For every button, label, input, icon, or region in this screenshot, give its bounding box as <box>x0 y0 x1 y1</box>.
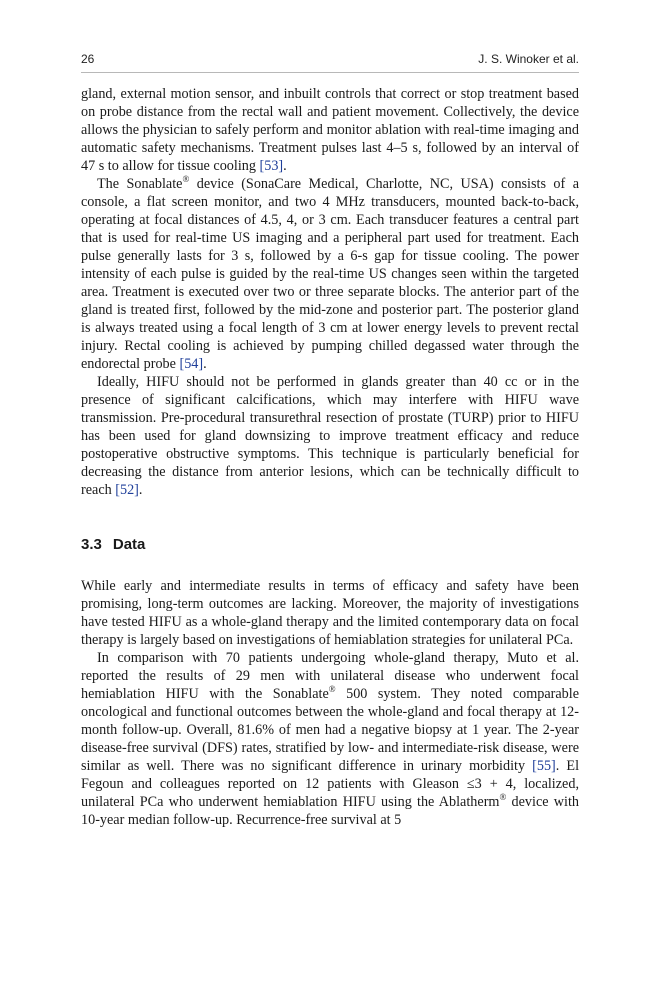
text: . El Fegoun and colleagues reported on 12 patients with Gleason ≤3 + 4, localized, unilateral PCa who underwent hemiablation HIFU using the Ablatherm <box>81 758 580 810</box>
paragraph-outcomes <box>81 577 579 649</box>
text: . <box>283 158 287 174</box>
text: gland, external motion sensor, and inbuilt controls that correct or stop treatment based on probe distance from the rectal wall and patient movement. Collectively, the device allows the physician to safely perform and monitor ablation with real-time imaging and automatic safety mechanisms. Treatment pulses last 4–5 s, followed by an interval of 47 s to allow for tissue cooling <box>81 86 579 174</box>
page-number: 26 <box>81 52 95 66</box>
text: While early and intermediate results in terms of efficacy and safety have been promising, long-term outcomes are lacking. Moreover, the majority of investigations have tested HIFU as a whole-gland therapy and the limited contemporary data on focal therapy is largely based on investigations of hemiablation strategies for unilateral PCa. <box>81 578 579 648</box>
citation-link[interactable]: [53] <box>259 158 284 174</box>
registered-mark: ® <box>182 174 190 184</box>
paragraph-gland-size <box>81 373 579 499</box>
text: In comparison with 70 patients undergoing whole-gland therapy, Muto et al. reported the results of 29 men with unilateral disease who underwent focal hemiablation HIFU with the Sonablate <box>81 650 579 702</box>
citation-link[interactable]: [55] <box>532 758 556 774</box>
registered-mark: ® <box>328 684 336 694</box>
text: device (SonaCare Medical, Charlotte, NC, USA) consists of a console, a flat screen monitor, and two 4 MHz transducers, mounted back-to-back, operating at focal distances of 4.5, 4, or 3 cm. Each transducer features a central part that is used for real-time US imaging and a peripheral part used for treatment. Each pulse generally lasts for 3 s, followed by a 6-s gap for tissue cooling. The power intensity of each pulse is guided by the real-time US changes seen within the targeted area. Treatment is executed over two or three separate blocks. The anterior part of the gland is treated first, followed by the mid-zone and posterior part. The posterior gland is always treated using a focal length of 3 cm at lower energy levels to prevent rectal injury. Rectal cooling is achieved by pumping chilled degassed water through the endorectal probe <box>81 176 579 372</box>
section-heading <box>81 536 579 554</box>
text: 500 system. They noted comparable oncological and functional outcomes between the whole-gland and focal therapy at 12-month follow-up. Overall, 81.6% of men had a negative biopsy at 1 year. The 2-year disease-free survival (DFS) rates, stratified by low- and intermediate-risk disease, were similar as well. There was no significant difference in urinary morbidity <box>81 686 579 774</box>
section-number: 3.3 <box>81 536 102 553</box>
text: . <box>138 482 143 498</box>
text: . <box>203 356 207 372</box>
page-header <box>81 50 579 73</box>
section-title: Data <box>112 536 146 553</box>
paragraph-motion-sensor <box>81 85 579 175</box>
citation-link[interactable]: [52] <box>115 482 139 498</box>
paragraph-sonablate <box>81 175 579 373</box>
text: device with 10-year median follow-up. Recurrence-free survival at 5 <box>81 794 579 828</box>
text: Ideally, HIFU should not be performed in glands greater than 40 cc or in the presence of significant calcifications, which may interfere with HIFU wave transmission. Pre-procedural transurethral resection of prostate (TURP) prior to HIFU has been used for gland downsizing to improve treatment efficacy and reduce postoperative obstructive symptoms. This technique is particularly beneficial for decreasing the distance from anterior lesions, which can be technically difficult to reach <box>81 374 579 498</box>
text: The Sonablate <box>97 176 183 192</box>
citation-link[interactable]: [54] <box>179 356 204 372</box>
running-head: J. S. Winoker et al. <box>478 52 579 66</box>
registered-mark: ® <box>499 792 507 802</box>
paragraph-muto <box>81 649 579 829</box>
main-text <box>81 85 579 829</box>
